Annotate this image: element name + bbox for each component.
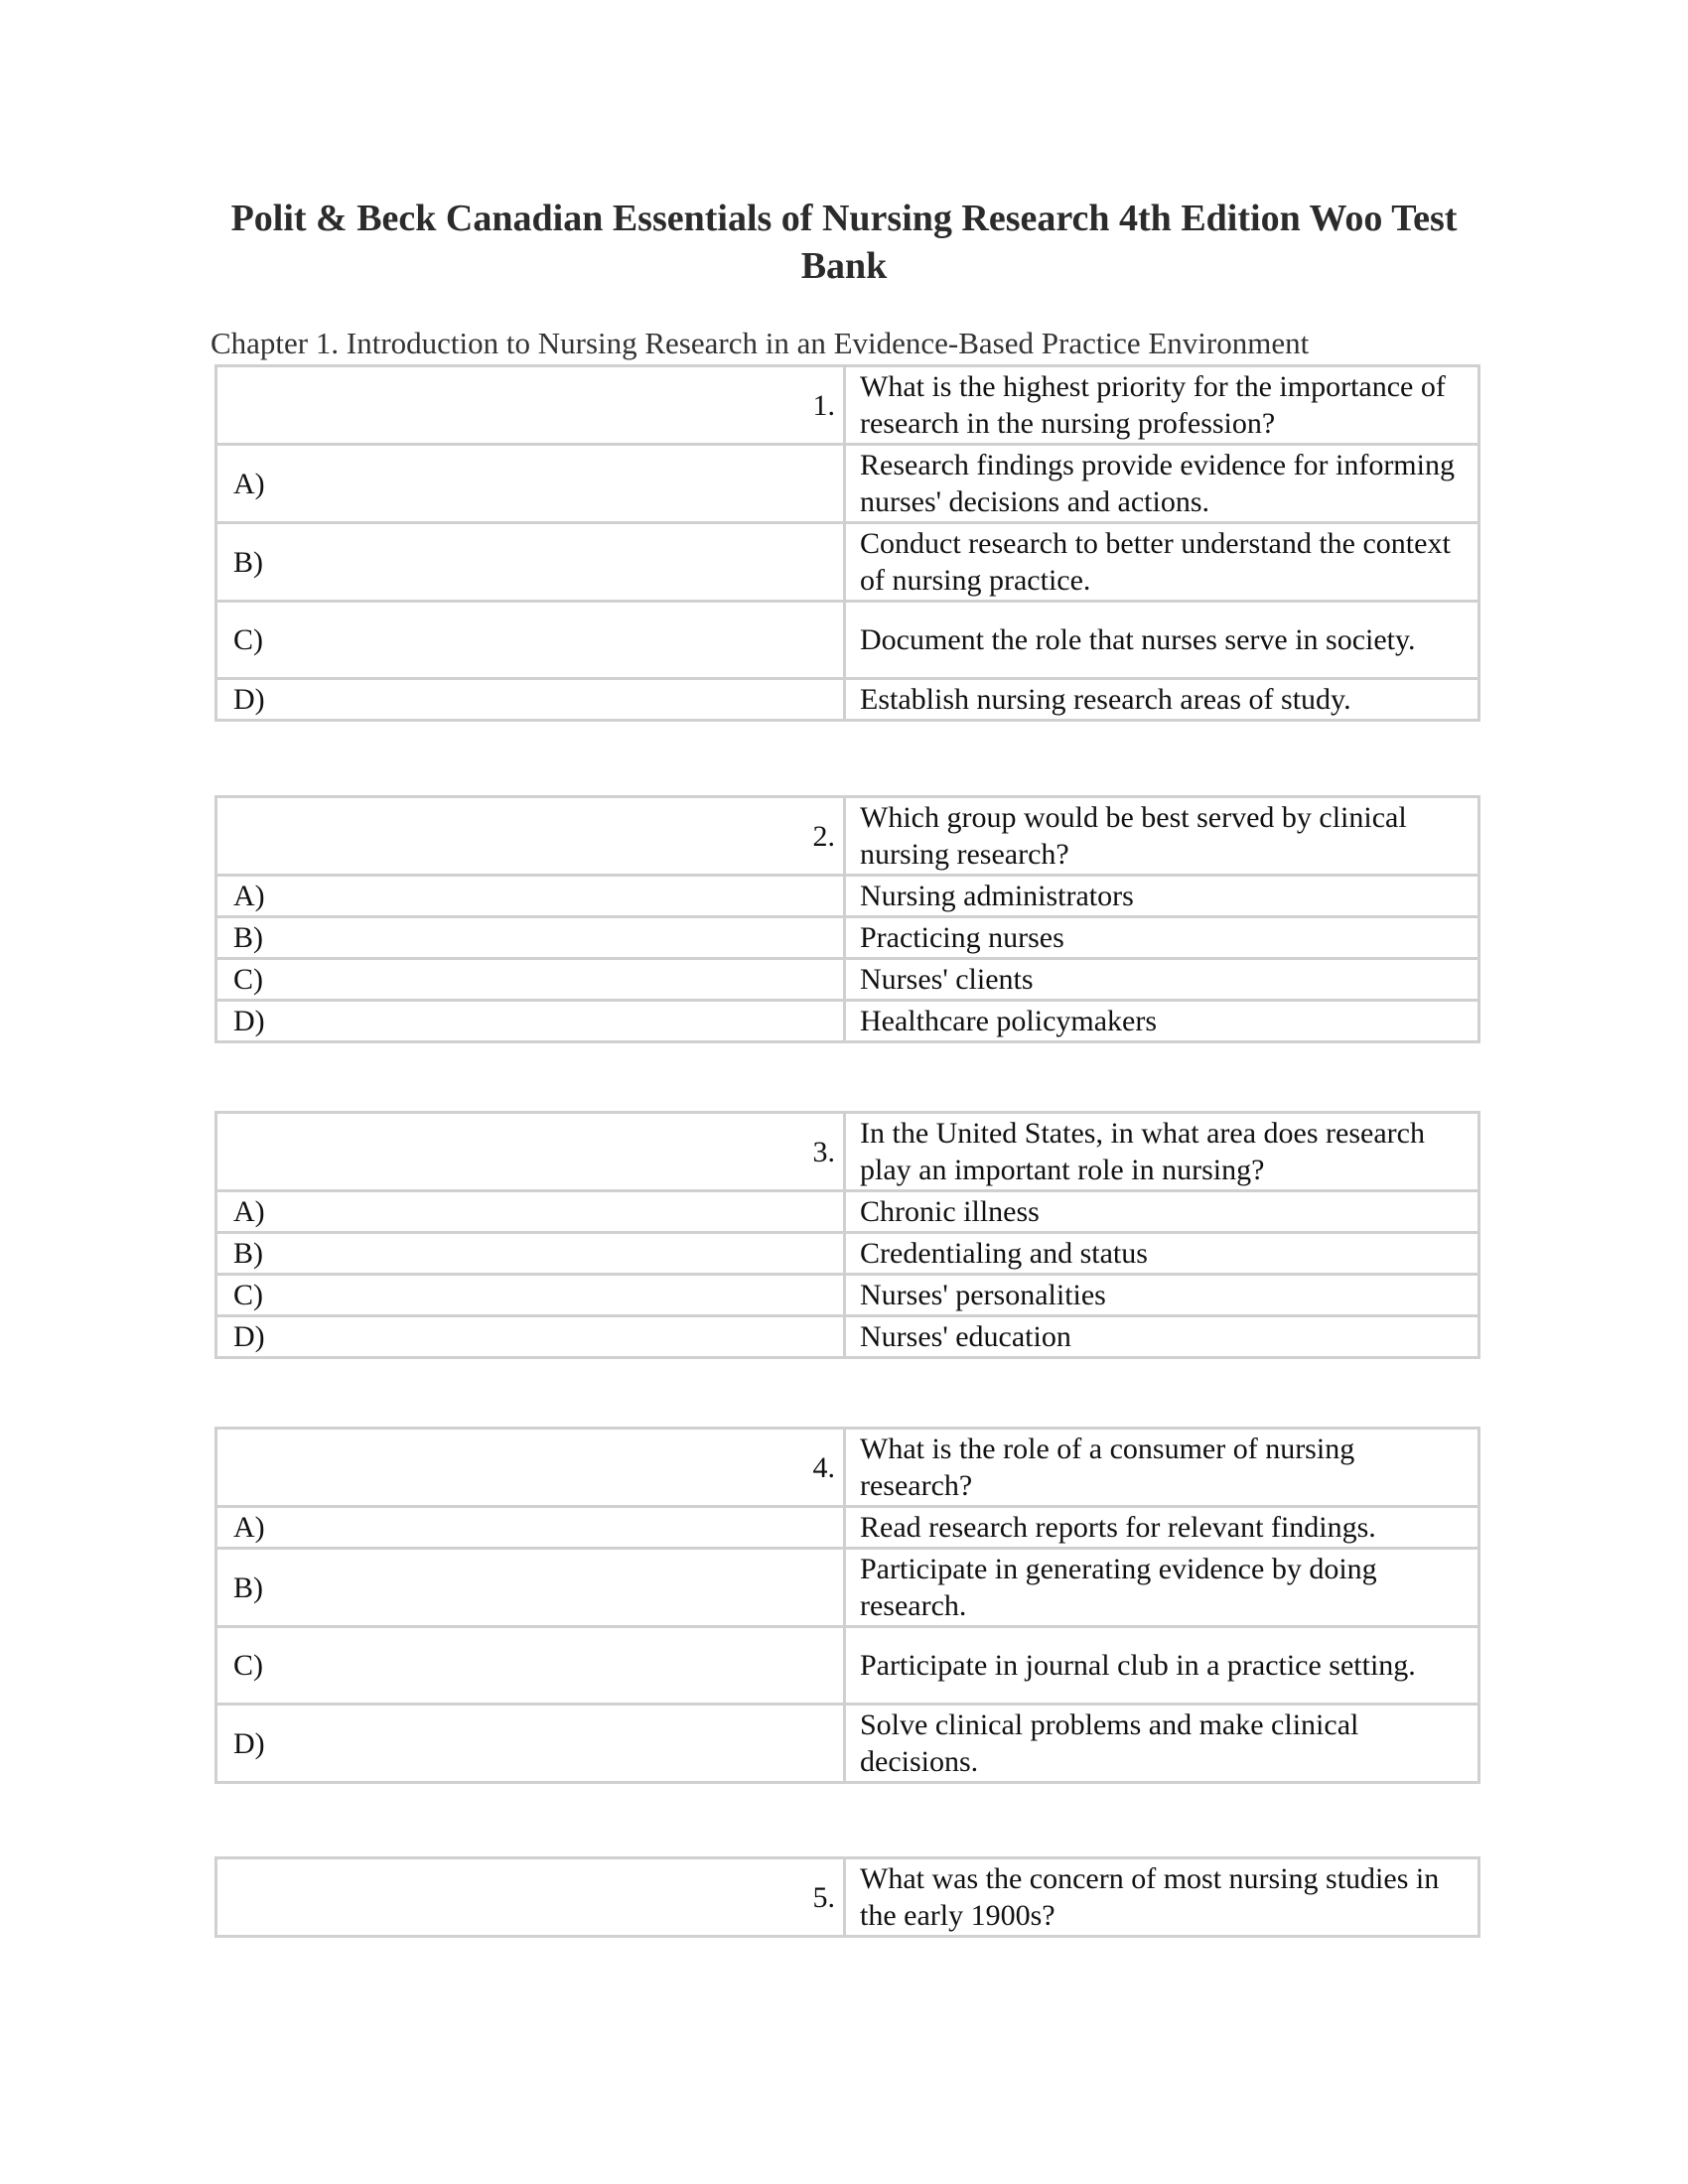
option-label: A) (216, 876, 845, 917)
option-text: Nursing administrators (845, 876, 1479, 917)
option-text: Nurses' personalities (845, 1275, 1479, 1316)
option-label: C) (216, 1627, 845, 1705)
option-text: Participate in journal club in a practice setting. (845, 1627, 1479, 1705)
question-table-4 (214, 1427, 1480, 1784)
option-row (216, 679, 1479, 721)
question-table-3 (214, 1111, 1480, 1359)
question-number: 5. (216, 1858, 845, 1937)
option-label: C) (216, 1275, 845, 1316)
option-text: Solve clinical problems and make clinical decisions. (845, 1705, 1479, 1783)
question-row (216, 1113, 1479, 1191)
option-label: B) (216, 1233, 845, 1275)
option-row (216, 959, 1479, 1001)
option-row (216, 876, 1479, 917)
option-row (216, 523, 1479, 602)
option-text: Establish nursing research areas of study. (845, 679, 1479, 721)
option-text: Chronic illness (845, 1191, 1479, 1233)
option-row (216, 1275, 1479, 1316)
question-row (216, 797, 1479, 876)
option-row (216, 1549, 1479, 1627)
option-text: Nurses' clients (845, 959, 1479, 1001)
option-row (216, 917, 1479, 959)
option-row (216, 1627, 1479, 1705)
option-row (216, 1001, 1479, 1042)
question-text: What was the concern of most nursing studies in the early 1900s? (845, 1858, 1479, 1937)
option-row (216, 1705, 1479, 1783)
question-number: 3. (216, 1113, 845, 1191)
option-row (216, 1191, 1479, 1233)
question-number: 4. (216, 1429, 845, 1507)
option-label: A) (216, 1191, 845, 1233)
question-text: Which group would be best served by clinical nursing research? (845, 797, 1479, 876)
question-table-1 (214, 364, 1480, 722)
option-label: A) (216, 445, 845, 523)
question-table-5 (214, 1856, 1480, 1938)
option-label: B) (216, 917, 845, 959)
question-number: 1. (216, 366, 845, 445)
option-text: Document the role that nurses serve in society. (845, 602, 1479, 679)
question-row (216, 1858, 1479, 1937)
option-row (216, 1507, 1479, 1549)
question-row (216, 366, 1479, 445)
question-number: 2. (216, 797, 845, 876)
option-label: C) (216, 602, 845, 679)
question-text: What is the role of a consumer of nursing research? (845, 1429, 1479, 1507)
question-text: In the United States, in what area does research play an important role in nursing? (845, 1113, 1479, 1191)
option-row (216, 445, 1479, 523)
document-title: Polit & Beck Canadian Essentials of Nursing Research 4th Edition Woo Test Bank (230, 198, 1458, 287)
option-label: B) (216, 1549, 845, 1627)
option-row (216, 1233, 1479, 1275)
option-text: Nurses' education (845, 1316, 1479, 1358)
chapter-heading: Chapter 1. Introduction to Nursing Research in an Evidence-Based Practice Environment (211, 326, 1310, 360)
option-label: D) (216, 679, 845, 721)
option-row (216, 602, 1479, 679)
question-row (216, 1429, 1479, 1507)
option-label: D) (216, 1001, 845, 1042)
option-label: D) (216, 1705, 845, 1783)
option-text: Research findings provide evidence for informing nurses' decisions and actions. (845, 445, 1479, 523)
option-text: Read research reports for relevant findings. (845, 1507, 1479, 1549)
option-row (216, 1316, 1479, 1358)
option-text: Credentialing and status (845, 1233, 1479, 1275)
option-label: C) (216, 959, 845, 1001)
option-text: Conduct research to better understand the context of nursing practice. (845, 523, 1479, 602)
option-label: D) (216, 1316, 845, 1358)
option-text: Healthcare policymakers (845, 1001, 1479, 1042)
question-table-2 (214, 795, 1480, 1043)
option-text: Practicing nurses (845, 917, 1479, 959)
question-text: What is the highest priority for the importance of research in the nursing profession? (845, 366, 1479, 445)
option-label: B) (216, 523, 845, 602)
option-label: A) (216, 1507, 845, 1549)
option-text: Participate in generating evidence by doing research. (845, 1549, 1479, 1627)
